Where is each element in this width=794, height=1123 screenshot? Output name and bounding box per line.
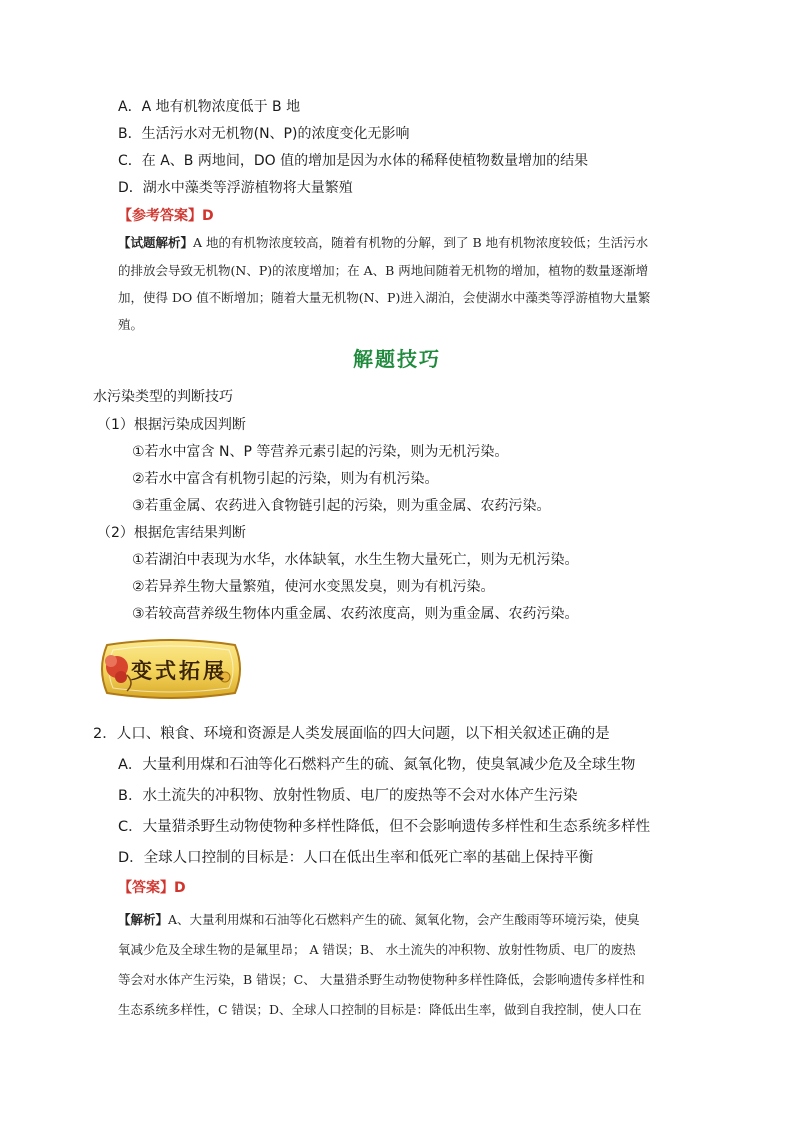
q1-explanation-line-1 bbox=[118, 233, 648, 251]
q2-explanation-line-2: 氧减少危及全球生物的是氟里昂； A 错误；B、 水土流失的冲积物、放射性物质、电厂的废热 bbox=[118, 942, 636, 957]
q2-explanation-text-1: A、大量利用煤和石油等化石燃料产生的硫、氮氧化物，会产生酸雨等环境污染，使臭 bbox=[168, 912, 640, 927]
q2-answer-label: 【答案】 bbox=[118, 880, 174, 896]
q1-answer bbox=[118, 205, 214, 225]
badge-text: 变式拓展 bbox=[131, 658, 227, 683]
q2-answer bbox=[118, 877, 186, 897]
q1-answer-label: 【参考答案】 bbox=[118, 208, 202, 224]
q1-option-c: C．在 A、B 两地间，DO 值的增加是因为水体的稀释使植物数量增加的结果 bbox=[118, 153, 589, 169]
variant-extension-badge bbox=[97, 637, 245, 701]
q2-explanation-line-1 bbox=[118, 910, 640, 928]
tips-group2-item-1: ①若湖泊中表现为水华，水体缺氧，水生生物大量死亡，则为无机污染。 bbox=[132, 552, 579, 568]
tips-heading: 水污染类型的判断技巧 bbox=[93, 389, 233, 405]
tips-group2-item-2: ②若异养生物大量繁殖，使河水变黑发臭，则为有机污染。 bbox=[132, 579, 495, 595]
q2-option-d: D．全球人口控制的目标是：人口在低出生率和低死亡率的基础上保持平衡 bbox=[118, 850, 594, 866]
tips-group1-item-3: ③若重金属、农药进入食物链引起的污染，则为重金属、农药污染。 bbox=[132, 498, 551, 514]
q2-explanation-line-3: 等会对水体产生污染，B 错误；C、 大量猎杀野生动物使物种多样性降低，会影响遗传多样性和 bbox=[118, 972, 645, 987]
q1-answer-value: D bbox=[202, 208, 214, 224]
q2-option-a: A．大量利用煤和石油等化石燃料产生的硫、氮氧化物，使臭氧减少危及全球生物 bbox=[118, 757, 636, 773]
q1-explanation-line-3: 加，使得 DO 值不断增加；随着大量无机物(N、P)进入湖泊，会使湖水中藻类等浮游植物大量繁 bbox=[118, 290, 651, 305]
q1-option-a: A．A 地有机物浓度低于 B 地 bbox=[118, 99, 301, 115]
q1-option-d: D．湖水中藻类等浮游植物将大量繁殖 bbox=[118, 180, 353, 196]
q2-stem: 2．人口、粮食、环境和资源是人类发展面临的四大问题，以下相关叙述正确的是 bbox=[93, 726, 610, 742]
section-title: 解题技巧 bbox=[353, 347, 441, 371]
q1-option-b: B．生活污水对无机物(N、P)的浓度变化无影响 bbox=[118, 126, 410, 142]
q1-explanation-label: 【试题解析】 bbox=[118, 235, 194, 250]
q2-explanation-label: 【解析】 bbox=[118, 912, 169, 927]
tips-group2-title: （2）根据危害结果判断 bbox=[97, 525, 246, 541]
q2-explanation-line-4: 生态系统多样性，C 错误；D、全球人口控制的目标是：降低出生率，做到自我控制，使人口在 bbox=[118, 1002, 642, 1017]
q2-option-b: B．水土流失的冲积物、放射性物质、电厂的废热等不会对水体产生污染 bbox=[118, 788, 578, 804]
q1-explanation-line-4: 殖。 bbox=[118, 317, 144, 332]
q2-option-c: C．大量猎杀野生动物使物种多样性降低，但不会影响遗传多样性和生态系统多样性 bbox=[118, 819, 651, 835]
q1-explanation-line-2: 的排放会导致无机物(N、P)的浓度增加；在 A、B 两地间随着无机物的增加，植物的数量逐渐增 bbox=[118, 263, 649, 278]
tips-group1-title: （1）根据污染成因判断 bbox=[97, 417, 246, 433]
q1-explanation-text-1: A 地的有机物浓度较高，随着有机物的分解，到了 B 地有机物浓度较低；生活污水 bbox=[193, 235, 649, 250]
tips-group1-item-1: ①若水中富含 N、P 等营养元素引起的污染，则为无机污染。 bbox=[132, 444, 509, 460]
q2-answer-value: D bbox=[174, 880, 186, 896]
tips-group2-item-3: ③若较高营养级生物体内重金属、农药浓度高，则为重金属、农药污染。 bbox=[132, 606, 579, 622]
tips-group1-item-2: ②若水中富含有机物引起的污染，则为有机污染。 bbox=[132, 471, 439, 487]
